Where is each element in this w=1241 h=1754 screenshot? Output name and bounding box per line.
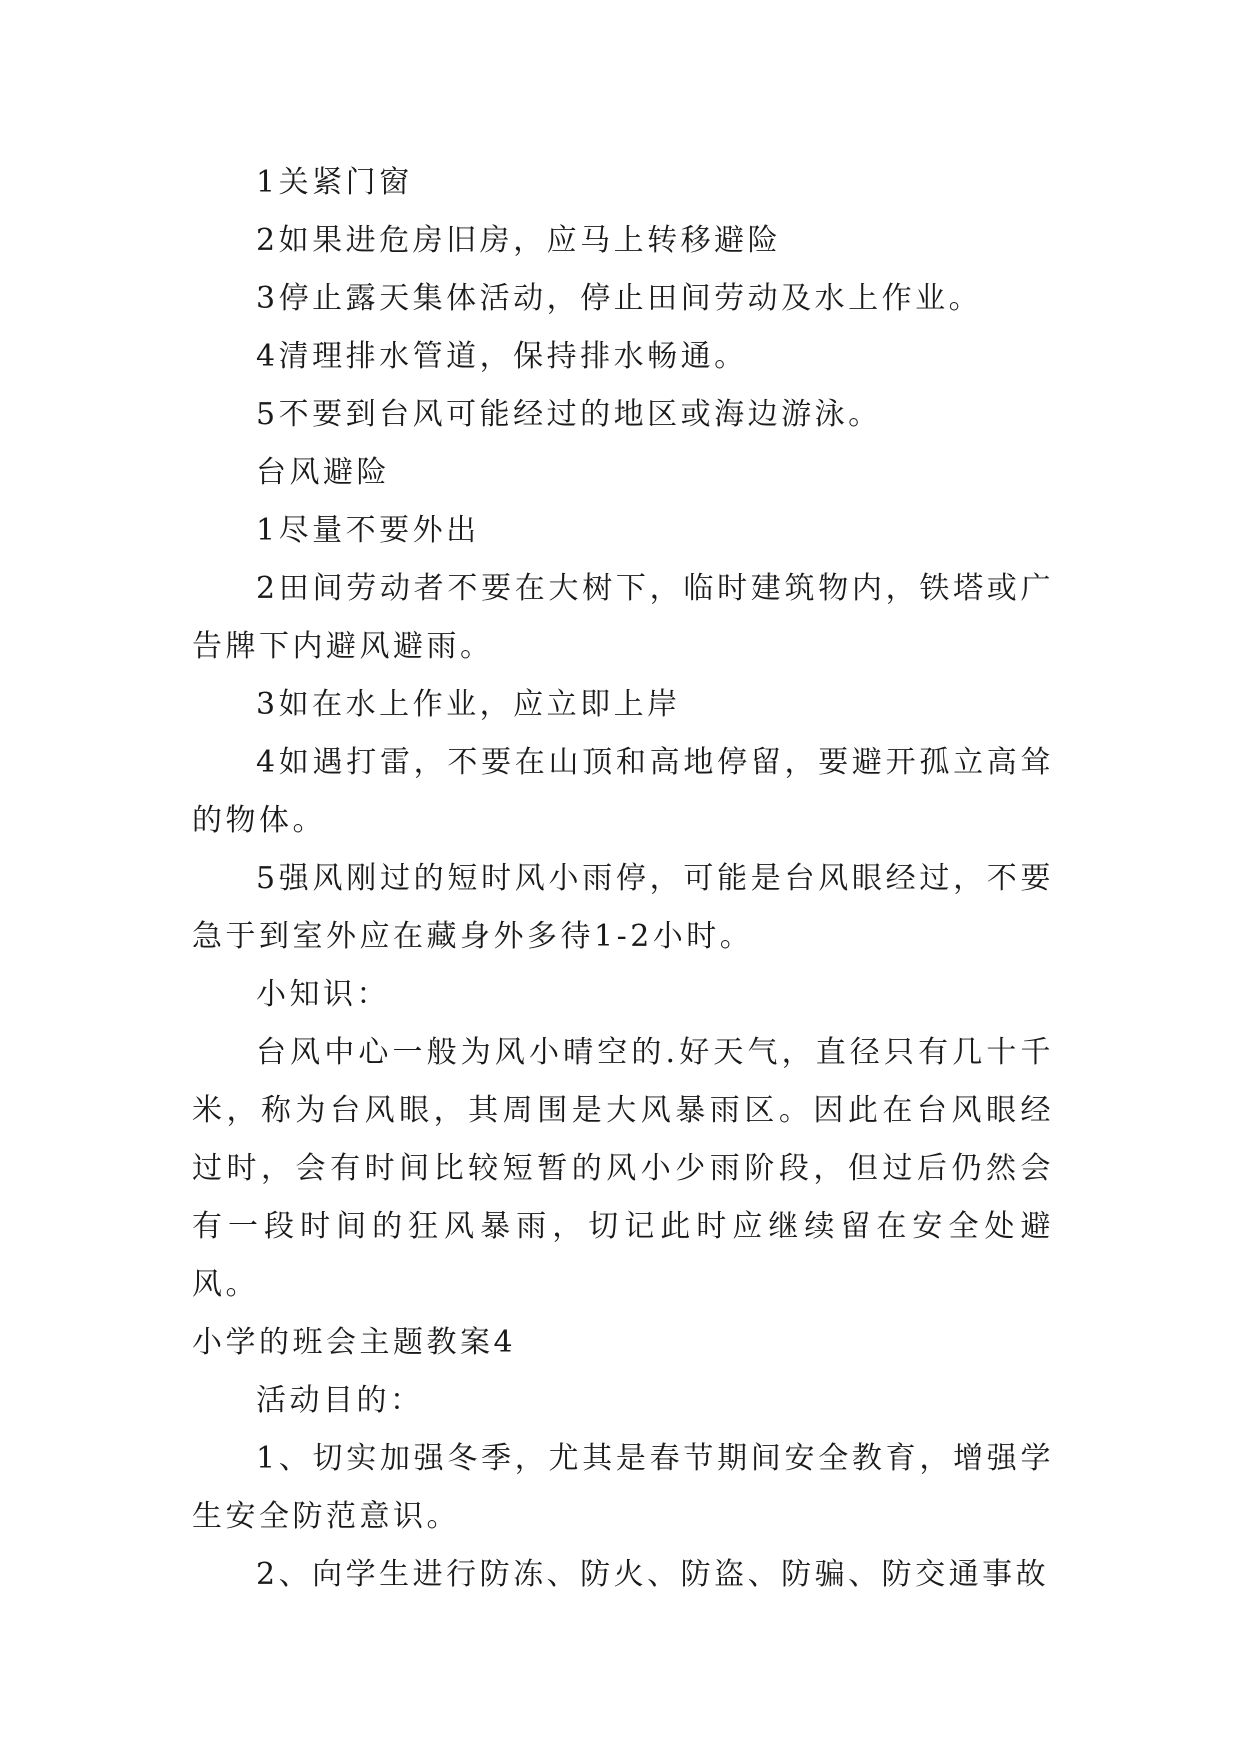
paragraph: 1关紧门窗 <box>256 165 413 200</box>
paragraph: 3如在水上作业，应立即上岸 <box>256 687 681 722</box>
document-title: 小学的班会主题教案4 <box>192 1325 517 1360</box>
paragraph: 4清理排水管道，保持排水畅通。 <box>256 339 748 374</box>
paragraph: 3停止露天集体活动，停止田间劳动及水上作业。 <box>256 281 983 316</box>
paragraph: 1、切实加强冬季，尤其是春节期间安全教育，增强学生安全防范意识。 <box>192 1441 1054 1534</box>
paragraph: 1尽量不要外出 <box>256 513 480 548</box>
paragraph: 2如果进危房旧房，应马上转移避险 <box>256 223 782 258</box>
section-heading: 台风避险 <box>256 455 390 490</box>
section-heading: 小知识： <box>256 977 390 1012</box>
paragraph: 2田间劳动者不要在大树下，临时建筑物内，铁塔或广告牌下内避风避雨。 <box>192 571 1054 664</box>
paragraph: 2、向学生进行防冻、防火、防盗、防骗、防交通事故 <box>256 1557 1050 1592</box>
paragraph: 5不要到台风可能经过的地区或海边游泳。 <box>256 397 882 432</box>
paragraph: 4如遇打雷，不要在山顶和高地停留，要避开孤立高耸的物体。 <box>192 745 1054 838</box>
document-body <box>192 154 1054 1604</box>
section-heading: 活动目的： <box>256 1383 424 1418</box>
paragraph: 5强风刚过的短时风小雨停，可能是台风眼经过，不要急于到室外应在藏身外多待1-2小时。 <box>192 861 1054 954</box>
paragraph: 台风中心一般为风小晴空的.好天气，直径只有几十千米，称为台风眼，其周围是大风暴雨区。因此在台风眼经过时，会有时间比较短暂的风小少雨阶段，但过后仍然会有一段时间的狂风暴雨，切记此时应继续留在安全处避风。 <box>192 1035 1054 1302</box>
